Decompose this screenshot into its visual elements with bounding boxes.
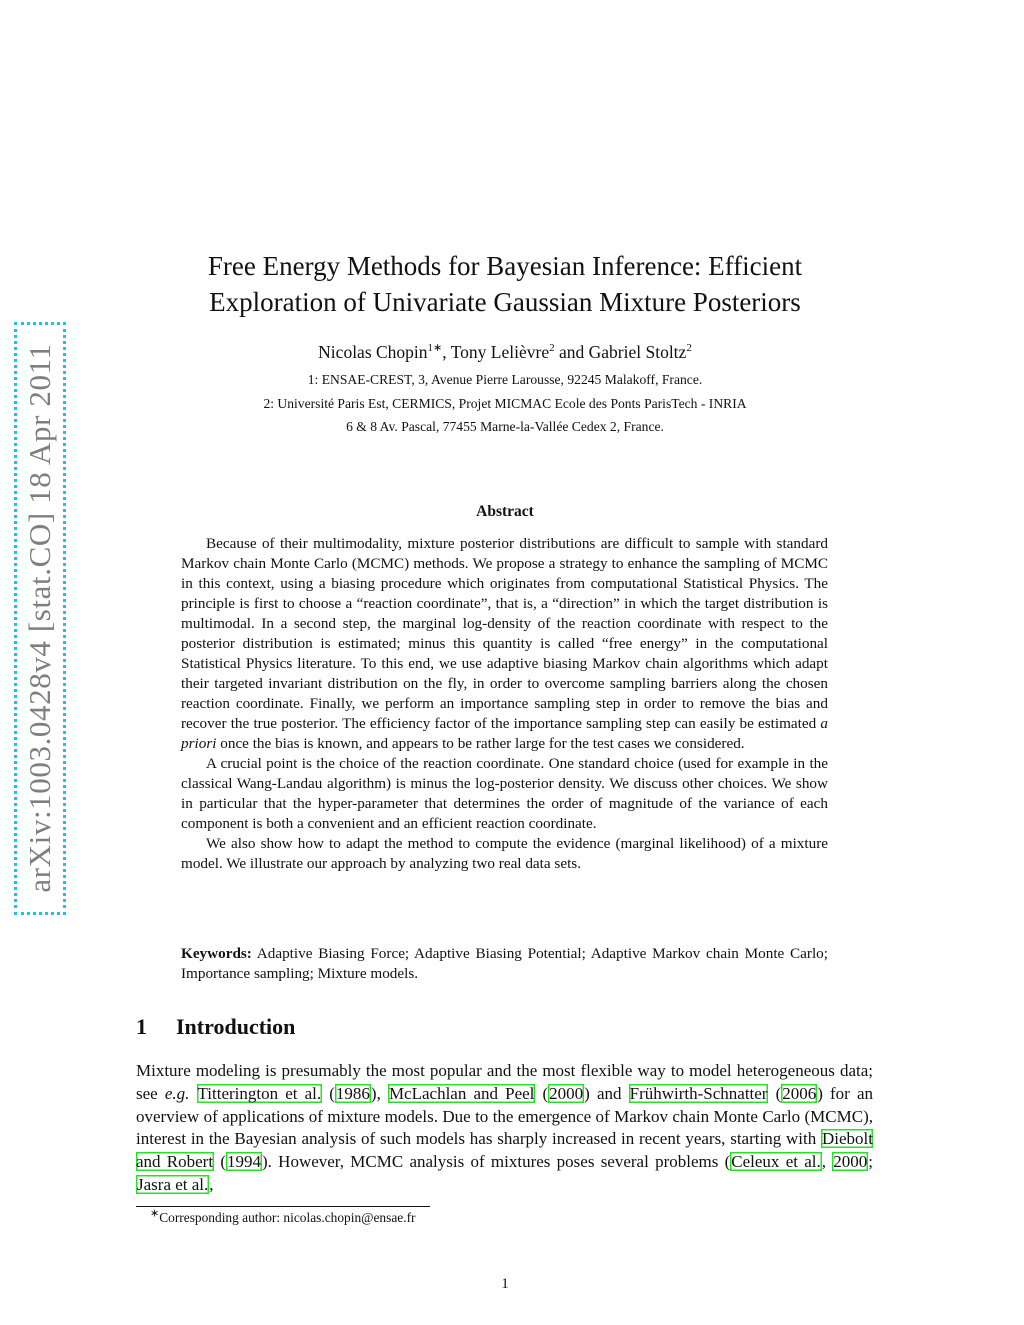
author-list xyxy=(150,340,860,364)
affiliation-2: 2: Université Paris Est, CERMICS, Projet MICMAC Ecole des Ponts ParisTech - INRIA xyxy=(263,396,747,411)
citation-link[interactable]: Diebolt and Robert xyxy=(136,1129,873,1172)
intro-text: ( xyxy=(768,1083,782,1103)
author-lelievre: Tony Lelièvre xyxy=(450,342,550,362)
keywords-label: Keywords: xyxy=(181,945,252,962)
footnote-mark: ∗ xyxy=(150,1207,160,1220)
citation-link[interactable]: Celeux et al. xyxy=(731,1152,821,1172)
citation-year-link[interactable]: 2000 xyxy=(549,1083,584,1103)
section-title: Introduction xyxy=(176,1014,296,1039)
citation-link[interactable]: Jasra et al. xyxy=(137,1174,209,1194)
author-stoltz-mark: 2 xyxy=(686,342,692,355)
intro-text: , xyxy=(821,1152,833,1172)
citation-link[interactable]: McLachlan and Peel xyxy=(388,1083,535,1103)
citation-year-link[interactable]: 2006 xyxy=(782,1083,817,1103)
intro-text: ( xyxy=(214,1152,226,1172)
title-line-1: Free Energy Methods for Bayesian Inference: Efficient xyxy=(207,251,803,281)
paper-title xyxy=(150,248,860,320)
author-chopin: Nicolas Chopin xyxy=(318,342,428,362)
footnote-rule xyxy=(136,1206,430,1207)
intro-text: ), xyxy=(370,1083,388,1103)
intro-text: Mixture modeling is presumably the most popular and the most flexible way to model heterogeneous data; see xyxy=(136,1061,873,1103)
intro-text: ( xyxy=(535,1083,549,1103)
author-lelievre-mark: 2 xyxy=(549,342,555,355)
footnote xyxy=(150,1207,416,1226)
intro-italic: e.g. xyxy=(164,1083,190,1103)
section-number: 1 xyxy=(136,1014,147,1039)
abstract-paragraph-2: A crucial point is the choice of the reaction coordinate. One standard choice (used for example in the classical Wang-Landau algorithm) is minus the log-posterior density. We discuss other choices. We show in particular that the hyper-parameter that determines the order of magnitude of the variance of each component is both a convenient and an efficient reaction coordinate. xyxy=(181,755,828,832)
title-line-2: Exploration of Univariate Gaussian Mixture Posteriors xyxy=(209,287,801,317)
abstract-paragraph-1 xyxy=(181,534,828,754)
citation-year-link[interactable]: 2000 xyxy=(833,1152,868,1172)
arxiv-stamp[interactable]: arXiv:1003.0428v4 [stat.CO] 18 Apr 2011 xyxy=(22,343,57,893)
section-heading xyxy=(136,1014,295,1040)
intro-text: ) for an overview of applications of mixture models. Due to the emergence of Markov chain Monte Carlo (MCMC), interest in the Bayesian analysis of such models has sharply increased in recent years, starting with xyxy=(136,1083,874,1149)
keywords-text: Adaptive Biasing Force; Adaptive Biasing Potential; Adaptive Markov chain Monte Carlo; Importance sampling; Mixture models. xyxy=(181,945,828,982)
abstract-heading: Abstract xyxy=(476,503,534,520)
intro-text: ; xyxy=(868,1152,873,1172)
author-chopin-mark: 1∗ xyxy=(427,342,443,355)
author-stoltz: Gabriel Stoltz xyxy=(588,342,687,362)
intro-paragraph xyxy=(136,1060,873,1197)
affiliation-2-address: 6 & 8 Av. Pascal, 77455 Marne-la-Vallée Cedex 2, France. xyxy=(346,419,664,434)
citation-link[interactable]: Titterington et al. xyxy=(197,1083,322,1103)
citation-year-link[interactable]: 1986 xyxy=(335,1083,370,1103)
abstract-text: once the bias is known, and appears to be rather large for the test cases we considered. xyxy=(216,735,745,752)
citation-link[interactable]: Frühwirth-Schnatter xyxy=(629,1083,768,1103)
citation-year-link[interactable]: 1994 xyxy=(227,1152,261,1172)
intro-text: ). However, MCMC analysis of mixtures poses several problems ( xyxy=(262,1152,731,1172)
abstract-paragraph-3: We also show how to adapt the method to compute the evidence (marginal likelihood) of a mixture model. We illustrate our approach by analyzing two real data sets. xyxy=(181,835,828,872)
author-separator: and xyxy=(554,342,589,362)
intro-text: , xyxy=(209,1174,214,1194)
abstract-body xyxy=(181,534,828,874)
footnote-text: Corresponding author: nicolas.chopin@ensae.fr xyxy=(159,1210,416,1225)
intro-text: ) and xyxy=(584,1083,629,1103)
intro-text xyxy=(189,1084,196,1103)
abstract-text: Because of their multimodality, mixture posterior distributions are difficult to sample with standard Markov chain Monte Carlo (MCMC) methods. We propose a strategy to enhance the sampling of MCMC in this context, using a biasing procedure which originates from computational Statistical Physics. The principle is first to choose a “reaction coordinate”, that is, a “direction” in which the target distribution is multimodal. In a second step, the marginal log-density of the reaction coordinate with respect to the posterior distribution is estimated; minus this quantity is called “free energy” in the computational Statistical Physics literature. To this end, we use adaptive biasing Markov chain algorithms which adapt their targeted invariant distribution on the fly, in order to overcome sampling barriers along the chosen reaction coordinate. Finally, we perform an importance sampling step in order to remove the bias and recover the true posterior. The efficiency factor of the importance sampling step can easily be estimated xyxy=(181,535,828,732)
page-number: 1 xyxy=(501,1276,509,1292)
keywords xyxy=(181,944,828,984)
intro-text: ( xyxy=(322,1083,335,1103)
author-separator: , xyxy=(442,342,451,362)
affiliation-1: 1: ENSAE-CREST, 3, Avenue Pierre Larousse, 92245 Malakoff, France. xyxy=(307,372,703,387)
abstract-italic: a priori xyxy=(181,715,828,752)
